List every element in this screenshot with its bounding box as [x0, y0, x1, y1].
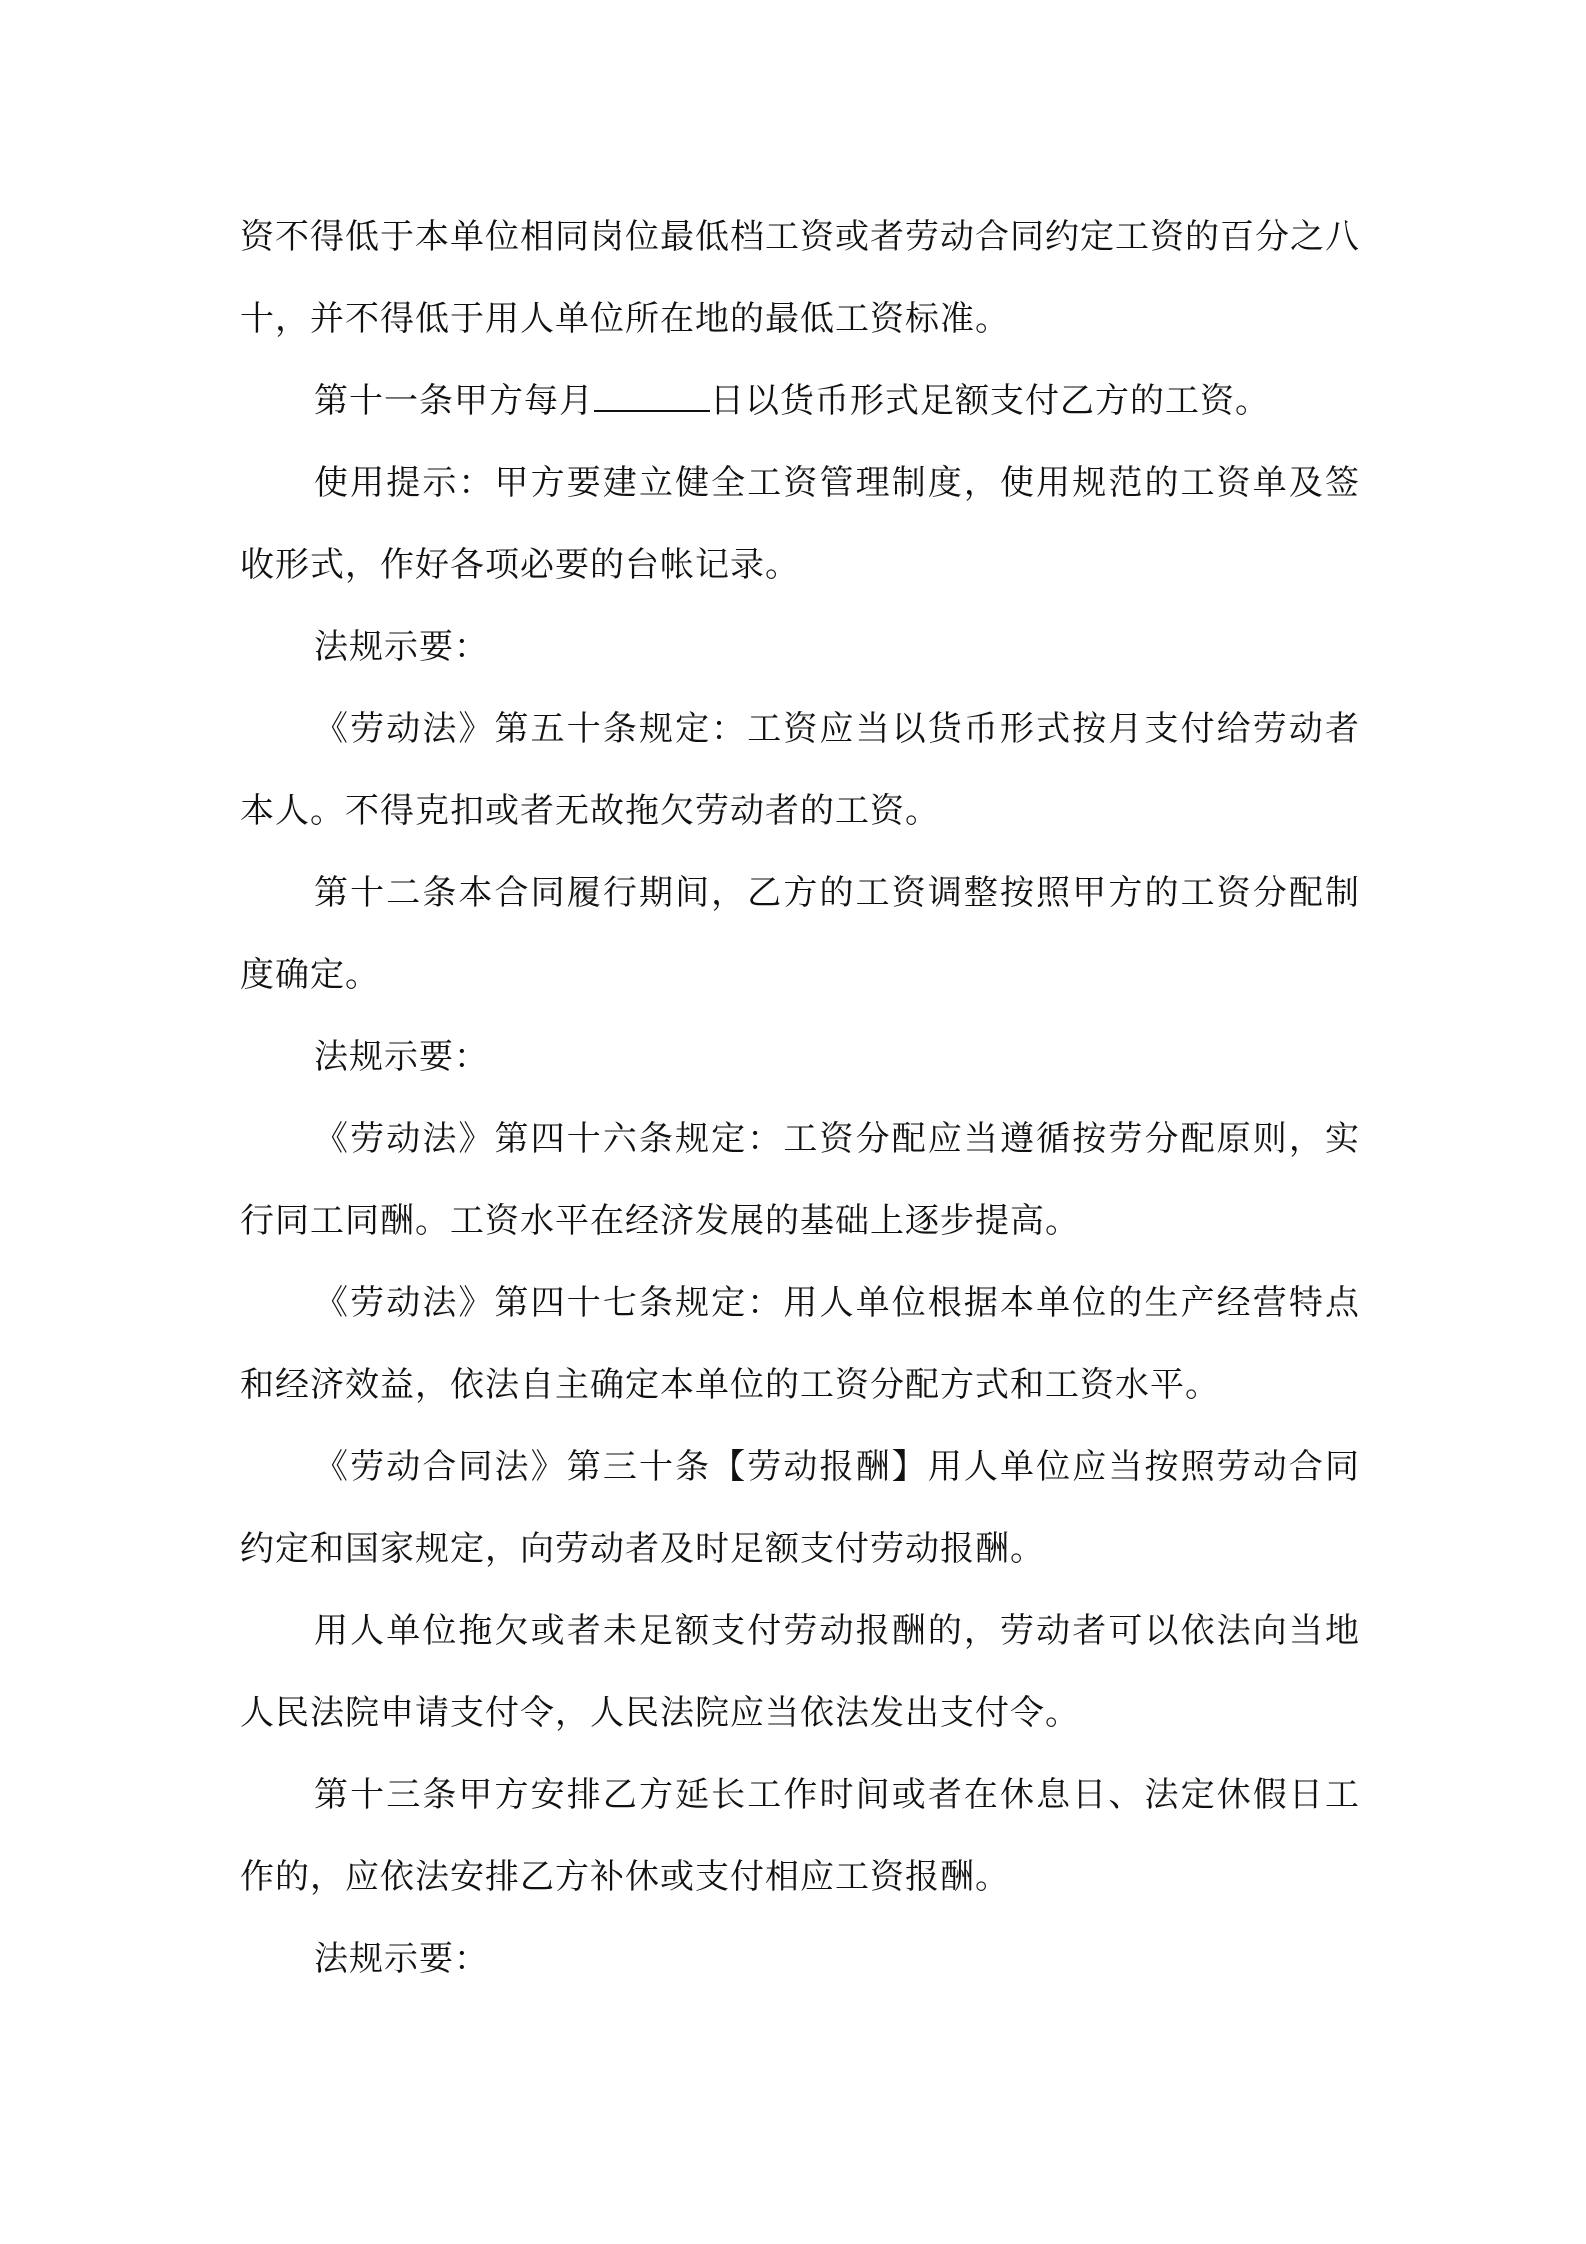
- article-11-text-before: 第十一条甲方每月: [314, 381, 594, 421]
- paragraph-article-13: 第十三条甲方安排乙方延长工作时间或者在休息日、法定休假日工作的，应依法安排乙方补休或支付相应工资报酬。: [240, 1775, 1360, 1897]
- paragraph-contract-law-art-30: 《劳动合同法》第三十条【劳动报酬】用人单位应当按照劳动合同约定和国家规定，向劳动者及时足额支付劳动报酬。: [240, 1447, 1360, 1569]
- paragraph-wage-minimum: 资不得低于本单位相同岗位最低档工资或者劳动合同约定工资的百分之八十，并不得低于用人单位所在地的最低工资标准。: [240, 217, 1360, 339]
- paragraph-regulation-heading: 法规示要：: [314, 1037, 489, 1077]
- paragraph-regulation-heading: 法规示要：: [314, 1939, 489, 1979]
- paragraph-regulation-heading: 法规示要：: [314, 627, 489, 667]
- paragraph-labor-law-art-47: 《劳动法》第四十七条规定：用人单位根据本单位的生产经营特点和经济效益，依法自主确定本单位的工资分配方式和工资水平。: [240, 1283, 1360, 1405]
- article-11-text-after: 日以货币形式足额支付乙方的工资。: [710, 381, 1270, 421]
- paragraph-usage-tip: 使用提示：甲方要建立健全工资管理制度，使用规范的工资单及签收形式，作好各项必要的台帐记录。: [240, 463, 1360, 585]
- document-body: [240, 196, 1360, 2000]
- paragraph-labor-law-art-46: 《劳动法》第四十六条规定：工资分配应当遵循按劳分配原则，实行同工同酬。工资水平在经济发展的基础上逐步提高。: [240, 1119, 1360, 1241]
- paragraph-article-11: [240, 360, 1360, 442]
- pay-day-blank: [594, 380, 710, 412]
- paragraph-payment-order: 用人单位拖欠或者未足额支付劳动报酬的，劳动者可以依法向当地人民法院申请支付令，人民法院应当依法发出支付令。: [240, 1611, 1360, 1733]
- paragraph-article-12: 第十二条本合同履行期间，乙方的工资调整按照甲方的工资分配制度确定。: [240, 873, 1360, 995]
- paragraph-labor-law-art-50: 《劳动法》第五十条规定：工资应当以货币形式按月支付给劳动者本人。不得克扣或者无故拖欠劳动者的工资。: [240, 709, 1360, 831]
